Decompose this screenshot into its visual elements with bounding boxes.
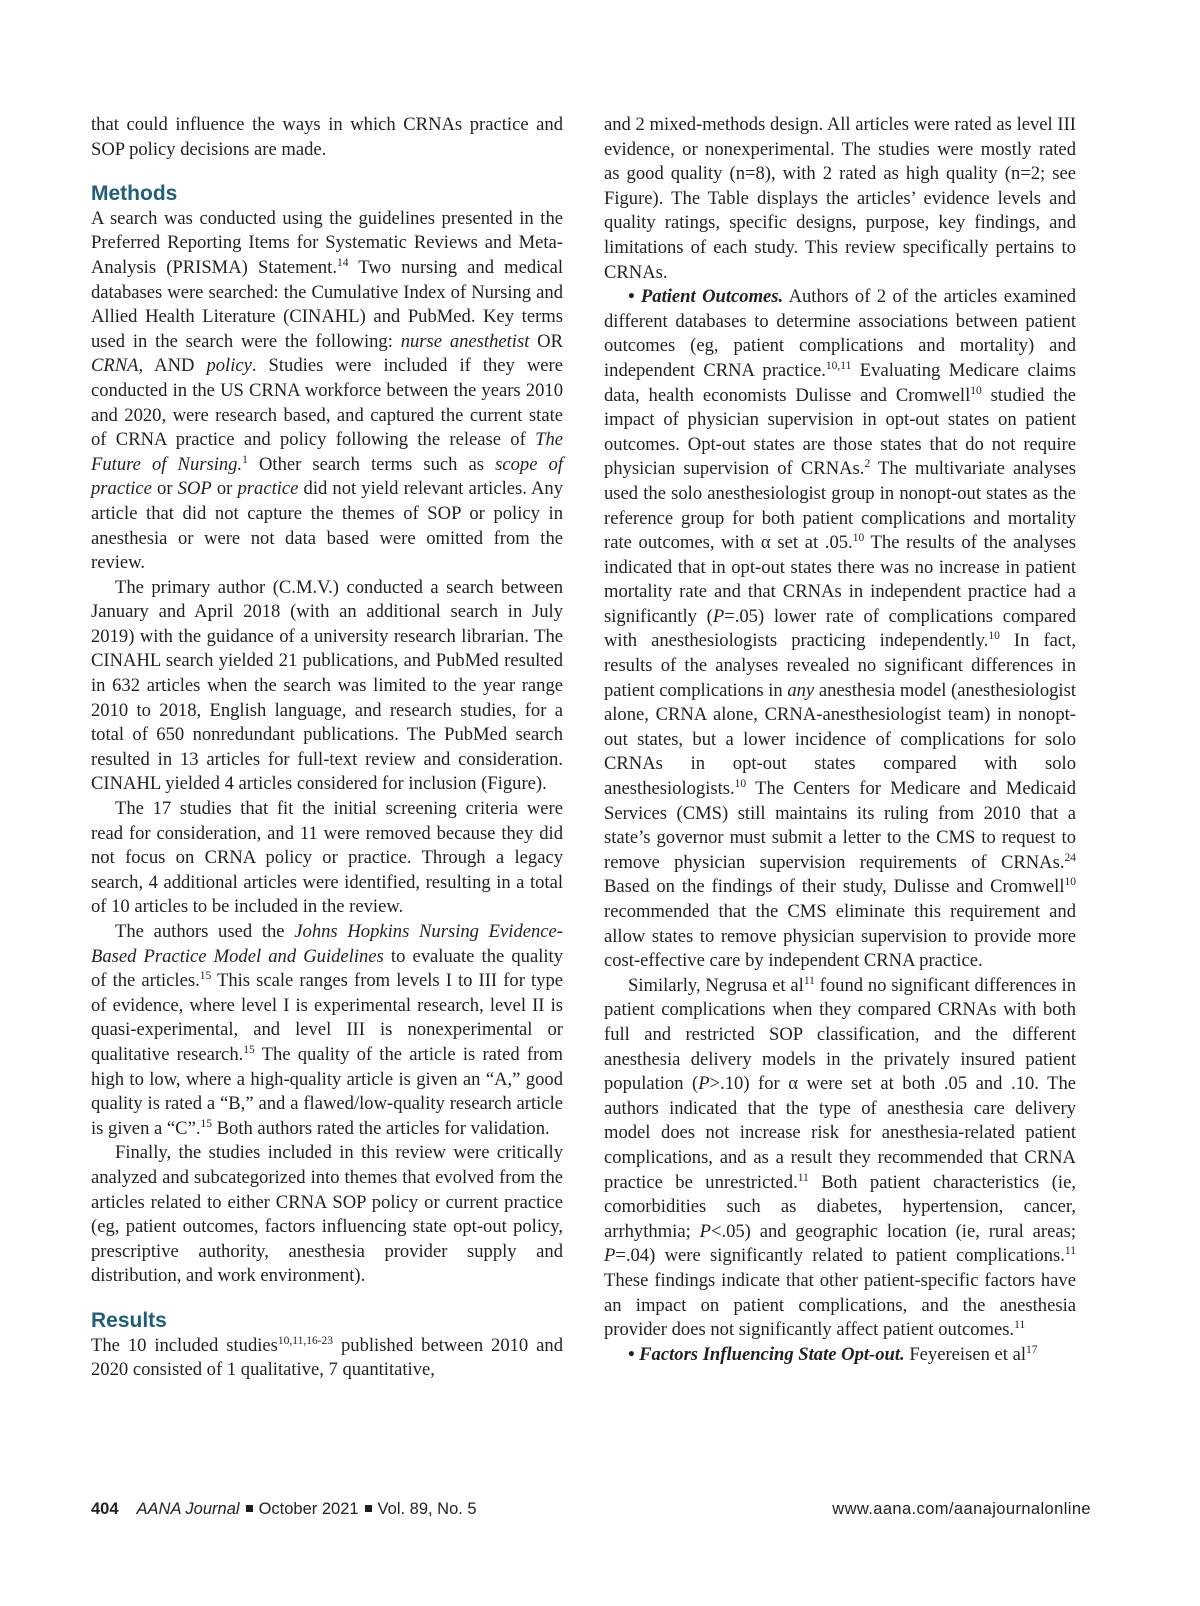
citation: 11: [797, 1171, 809, 1184]
intro-paragraph: that could influence the ways in which CRNAs practice and SOP policy decisions are made.: [91, 114, 563, 160]
citation: 10,11: [825, 359, 852, 372]
citation: 10: [970, 384, 982, 397]
citation: 1: [242, 453, 248, 466]
journal-url[interactable]: www.aana.com/aanajournalonline: [832, 1500, 1091, 1518]
results-paragraph-2: and 2 mixed-methods design. All articles were rated as level III evidence, or nonexperimental. The studies were mostly rated as good quality (n=8), with 2 rated as high quality (n=2; see Figure). The Table displays the articles’ evidence levels and quality ratings, specific designs, purpose, key findings, and limitations of each study. This review specifically pertains to CRNAs.: [604, 114, 1076, 283]
citation: 15: [200, 1117, 212, 1130]
results-paragraph-1: The 10 included studies$^{10,11,16-23}$ published between 2010 and 2020 consisted of 1 qualitative, 7 quantitative,: [91, 1334, 563, 1381]
citation: 11: [1014, 1319, 1026, 1332]
left-column: [91, 113, 563, 1383]
subsection-lead: • Patient Outcomes.: [628, 286, 784, 308]
citation: 10: [988, 630, 1000, 643]
separator-square-icon: [246, 1505, 253, 1512]
citation: 15: [243, 1043, 255, 1056]
citation: 11: [1064, 1245, 1076, 1258]
right-column: [604, 113, 1076, 1367]
methods-paragraph-3: The 17 studies that fit the initial screening criteria were read for consideration, and 11 were removed because they did not focus on CRNA policy or practice. Through a legacy search, 4 additional articles were identified, resulting in a total of 10 articles to be included in the review.: [91, 798, 563, 918]
issue-date: October 2021: [258, 1500, 359, 1518]
opt-out-paragraph: • Factors Influencing State Opt-out. Feyereisen et $al^{17}$: [628, 1343, 1038, 1365]
volume-info: Vol. 89, No. 5: [377, 1500, 477, 1518]
patient-outcomes-paragraph: • Patient Outcomes. Authors of 2 of the articles examined different databases to determine associations between patient outcomes (eg, patient complications and mortality) and independent CRNA practice.$^{10,11}$ Evaluating Medicare claims data, health economists Dulisse and Cromwell$^{10}$ studied the impact of physician supervision in opt-out states on patient outcomes. Opt-out states are those states that do not require physician supervision of CRNAs.$^2$ The multivariate analyses used the solo anesthesiologist group in nonopt-out states as the reference group for both patient complications and mortality rate outcomes, with α set at .05.10 The results of the analyses indicated that in opt-out states there was no increase in patient mortality rate and that CRNAs in independent practice had a significantly (P=.05) lower rate of complications compared with anesthesiologists practicing independently.$^{10}$ In fact, results of the analyses revealed no significant differences in patient complications in any anesthesia model (anesthesiologist alone, CRNA alone, CRNA-anesthesiologist team) in nonopt-out states, but a lower incidence of complications for solo CRNAs in opt-out states compared with solo anesthesiologists.$^{10}$ The Centers for Medicare and Medicaid Services (CMS) still maintains its ruling from 2010 that a state’s governor must submit a letter to the CMS to request to remove physician supervision requirements of CRNAs.$^{24}$ Based on the findings of their study, Dulisse and Cromwell$^{10}$ recommended that the CMS eliminate this requirement and allow states to remove physician supervision to provide more cost-effective care by independent CRNA practice.: [604, 286, 1076, 972]
citation: 2: [864, 458, 871, 471]
page-footer: [91, 1500, 1091, 1522]
citation: 17: [1026, 1343, 1038, 1356]
similarly-paragraph: Similarly, Negrusa et $al^{11}$ found no significant differences in patient complications when they compared CRNAs with both full and restricted SOP classification, and the different anesthesia delivery models in the privately insured patient population (P>.10) for α were set at both .05 and .10. The authors indicated that the type of anesthesia care delivery model does not increase risk for anesthesia-related patient complications, and as a result they recommended that CRNA practice be unrestricted.$^{11}$ Both patient characteristics (ie, comorbidities such as diabetes, hypertension, cancer, arrhythmia; P<.05) and geographic location (ie, rural areas; P=.04) were significantly related to patient complications.$^{11}$ These findings indicate that other patient-specific factors have an impact on patient complications, and the anesthesia provider does not significantly affect patient outcomes.$^{11}$: [604, 974, 1076, 1341]
separator-square-icon: [365, 1505, 372, 1512]
citation: 10: [1064, 876, 1076, 889]
methods-heading: Methods: [91, 182, 178, 206]
citation: 10: [734, 778, 747, 791]
methods-paragraph-4: The authors used the Johns Hopkins Nursing Evidence-Based Practice Model and Guidelines to evaluate the quality of the articles.$^{15}$ This scale ranges from levels I to III for type of evidence, where level I is experimental research, level II is quasi-experimental, and level III is nonexperimental or qualitative research.$^{15}$ The quality of the article is rated from high to low, where a high-quality article is given an “A,” good quality is rated a “B,” and a flawed/low-quality research article is given a “C”.$^{15}$ Both authors rated the articles for validation.: [91, 921, 563, 1139]
citation: 10,11,16-23: [277, 1334, 334, 1347]
citation: 11: [803, 974, 815, 987]
subsection-lead: • Factors Influencing State Opt-out.: [628, 1343, 905, 1365]
page-number: 404: [91, 1500, 119, 1518]
methods-paragraph-1: A search was conducted using the guidelines presented in the Preferred Reporting Items for Systematic Reviews and Meta-Analysis (PRISMA) Statement.$^{14}$ Two nursing and medical databases were searched: the Cumulative Index of Nursing and Allied Health Literature (CINAHL) and PubMed. Key terms used in the search were the following: nurse anesthetist OR CRNA, AND policy. Studies were included if they were conducted in the US CRNA workforce between the years 2010 and 2020, were research based, and captured the current state of CRNA practice and policy following the release of The Future of Nursing.$^1$ Other search terms such as scope of practice or SOP or practice did not yield relevant articles. Any article that did not capture the themes of SOP or policy in anesthesia or were not data based were omitted from the review.: [91, 207, 564, 574]
methods-paragraph-5: Finally, the studies included in this review were critically analyzed and subcategorized into themes that evolved from the articles related to either CRNA SOP policy or current practice (eg, patient outcomes, factors influencing state opt-out policy, prescriptive authority, anesthesia provider supply and distribution, and work environment).: [91, 1142, 563, 1287]
citation: 24: [1064, 851, 1076, 864]
methods-paragraph-2: The primary author (C.M.V.) conducted a search between January and April 2018 (with an additional search in July 2019) with the guidance of a university research librarian. The CINAHL search yielded 21 publications, and PubMed resulted in 632 articles when the search was limited to the year range 2010 to 2018, English language, and research studies, for a total of 650 nonredundant publications. The PubMed search resulted in 13 articles for full-text review and consideration. CINAHL yielded 4 articles considered for inclusion (Figure).: [91, 576, 563, 795]
results-heading: Results: [91, 1308, 167, 1332]
citation: 14: [337, 256, 349, 269]
journal-name: AANA Journal: [136, 1500, 240, 1518]
citation: 15: [199, 970, 212, 983]
citation: 10: [852, 532, 865, 545]
